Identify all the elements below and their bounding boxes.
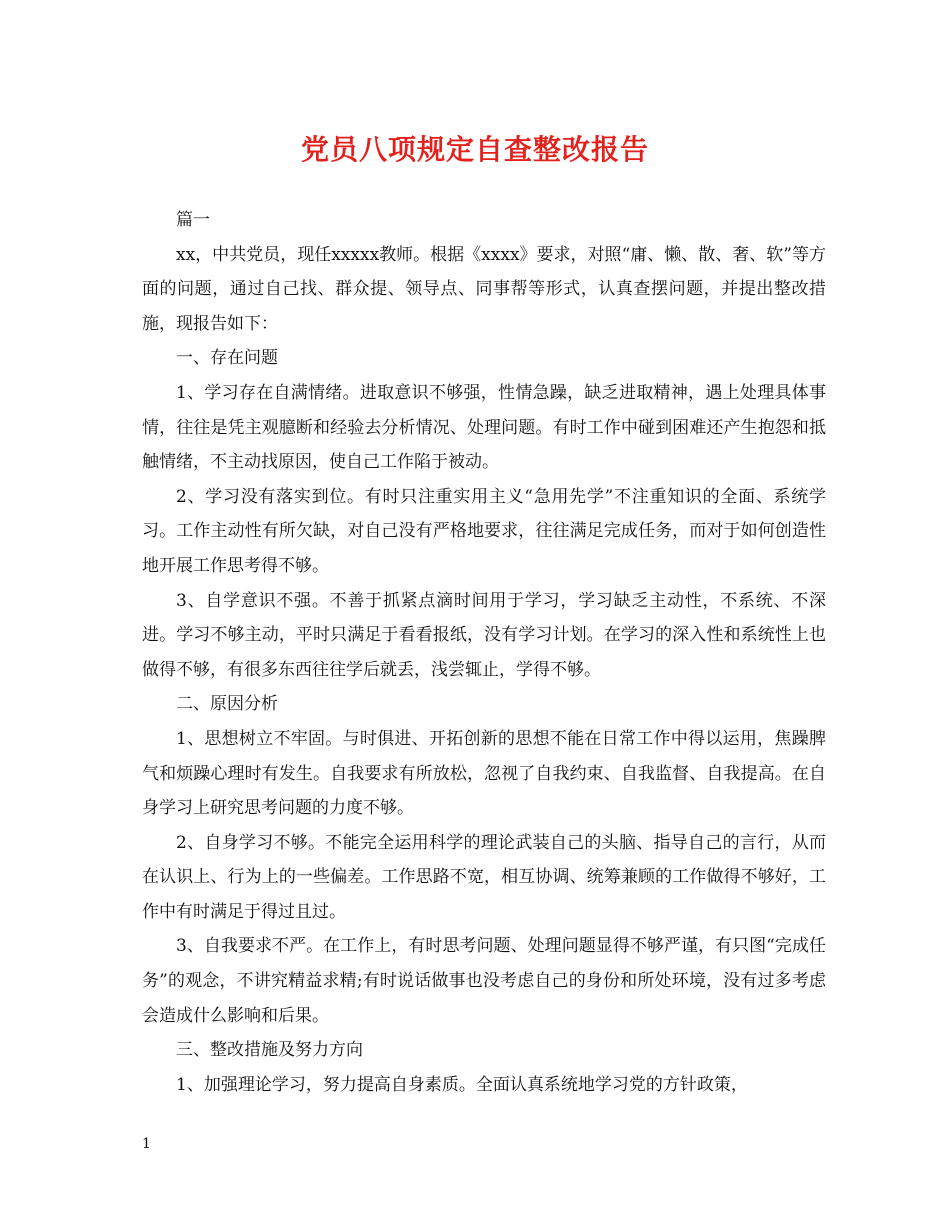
page-number: 1 [142, 1136, 151, 1152]
document-title: 党员八项规定自查整改报告 [300, 133, 649, 166]
body-paragraph: 1、加强理论学习，努力提高自身素质。全面认真系统地学习党的方针政策， [176, 1074, 748, 1095]
body-paragraph: 3、自我要求不严。在工作上，有时思考问题、处理问题显得不够严谨，有只图“完成任务”的观念，不讲究精益求精;有时说话做事也没考虑自己的身份和所处环境，没有过多考虑会造成什么影响和后果。 [142, 936, 826, 1026]
intro-paragraph: xx，中共党员，现任xxxxx教师。根据《xxxx》要求，对照“庸、懒、散、奢、软”等方面的问题，通过自己找、群众提、领导点、同事帮等形式，认真查摆问题，并提出整改措施，现报告如下： [142, 244, 826, 334]
body-paragraph: 1、思想树立不牢固。与时俱进、开拓创新的思想不能在日常工作中得以运用，焦躁脾气和烦躁心理时有发生。自我要求有所放松，忽视了自我约束、自我监督、自我提高。在自身学习上研究思考问题的力度不够。 [142, 728, 826, 819]
body-paragraph: 3、自学意识不强。不善于抓紧点滴时间用于学习，学习缺乏主动性，不系统、不深进。学习不够主动，平时只满足于看看报纸，没有学习计划。在学习的深入性和系统性上也做得不够，有很多东西往往学后就丢，浅尝辄止，学得不够。 [142, 590, 826, 680]
section-heading: 三、整改措施及努力方向 [176, 1040, 363, 1061]
body-paragraph: 2、学习没有落实到位。有时只注重实用主义“急用先学”不注重知识的全面、系统学习。工作主动性有所欠缺，对自己没有严格地要求，往往满足完成任务，而对于如何创造性地开展工作思考得不够。 [142, 486, 826, 576]
section-heading: 二、原因分析 [176, 694, 278, 715]
body-paragraph: 1、学习存在自满情绪。进取意识不够强，性情急躁，缺乏进取精神，遇上处理具体事情，往往是凭主观臆断和经验去分析情况、处理问题。有时工作中碰到困难还产生抱怨和抵触情绪，不主动找原因，使自己工作陷于被动。 [142, 382, 826, 473]
body-paragraph: 2、自身学习不够。不能完全运用科学的理论武装自己的头脑、指导自己的言行，从而在认识上、行为上的一些偏差。工作思路不宽，相互协调、统筹兼顾的工作做得不够好，工作中有时满足于得过且过。 [142, 832, 826, 922]
section-heading: 一、存在问题 [176, 348, 278, 369]
section-label: 篇一 [176, 210, 210, 230]
document-body [142, 203, 826, 1102]
